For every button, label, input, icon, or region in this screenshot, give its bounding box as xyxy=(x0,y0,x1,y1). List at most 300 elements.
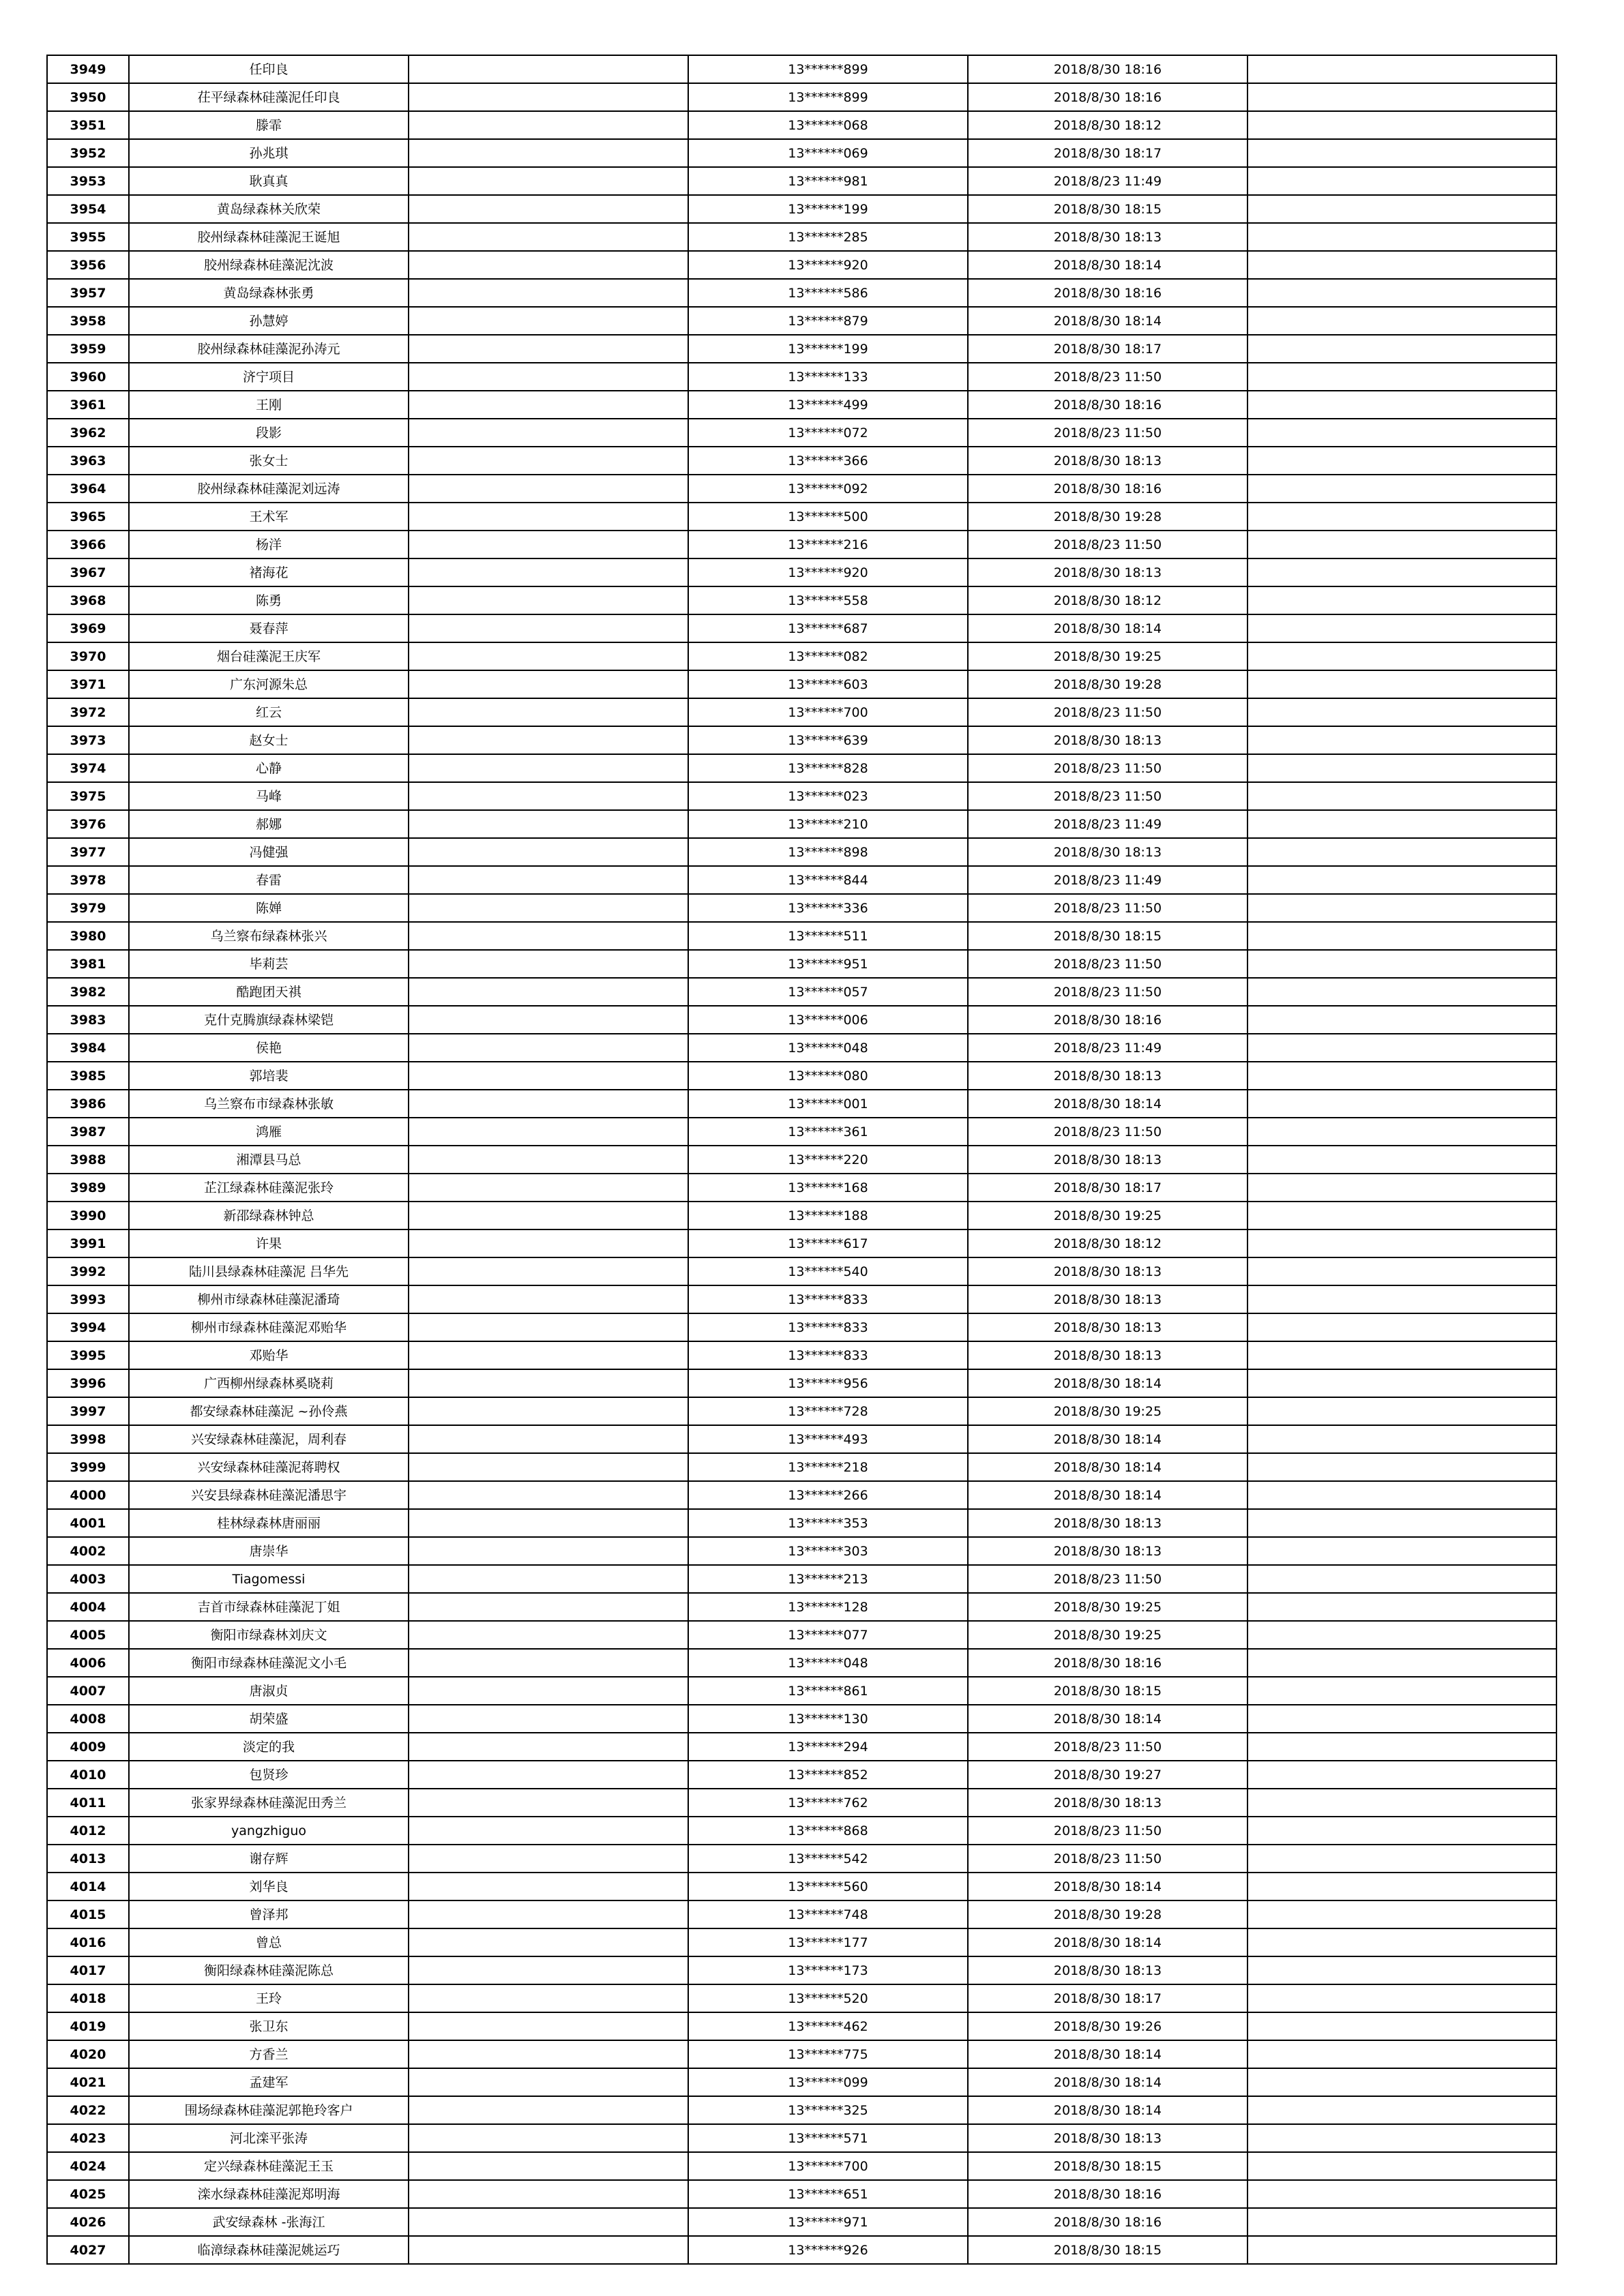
empty-cell xyxy=(409,726,688,754)
row-number-cell: 3973 xyxy=(47,726,129,754)
empty-cell xyxy=(1247,1118,1556,1146)
name-cell: 吉首市绿森林硅藻泥丁姐 xyxy=(129,1593,409,1621)
row-number-cell: 3956 xyxy=(47,251,129,279)
phone-cell: 13******057 xyxy=(688,978,968,1006)
phone-cell: 13******651 xyxy=(688,2180,968,2208)
phone-cell: 13******177 xyxy=(688,1928,968,1956)
empty-cell xyxy=(409,1285,688,1313)
empty-cell xyxy=(1247,391,1556,419)
table-row xyxy=(47,1257,1556,1285)
empty-cell xyxy=(409,2012,688,2040)
table-row xyxy=(47,782,1556,810)
empty-cell xyxy=(409,363,688,391)
row-number-cell: 4026 xyxy=(47,2208,129,2236)
table-row xyxy=(47,2208,1556,2236)
phone-cell: 13******173 xyxy=(688,1956,968,1984)
timestamp-cell: 2018/8/23 11:49 xyxy=(968,1034,1247,1062)
empty-cell xyxy=(409,1313,688,1341)
empty-cell xyxy=(409,866,688,894)
phone-cell: 13******540 xyxy=(688,1257,968,1285)
name-cell: 郭培裴 xyxy=(129,1062,409,1090)
phone-cell: 13******336 xyxy=(688,894,968,922)
timestamp-cell: 2018/8/30 18:15 xyxy=(968,1677,1247,1705)
row-number-cell: 3978 xyxy=(47,866,129,894)
phone-cell: 13******748 xyxy=(688,1900,968,1928)
empty-cell xyxy=(1247,922,1556,950)
row-number-cell: 3975 xyxy=(47,782,129,810)
name-cell: 衡阳市绿森林硅藻泥文小毛 xyxy=(129,1649,409,1677)
empty-cell xyxy=(409,167,688,195)
name-cell: 胶州绿森林硅藻泥孙涛元 xyxy=(129,335,409,363)
table-row xyxy=(47,1006,1556,1034)
row-number-cell: 3988 xyxy=(47,1146,129,1174)
row-number-cell: 3987 xyxy=(47,1118,129,1146)
phone-cell: 13******218 xyxy=(688,1453,968,1481)
name-cell: 赵女士 xyxy=(129,726,409,754)
empty-cell xyxy=(1247,1369,1556,1397)
name-cell: 衡阳市绿森林刘庆文 xyxy=(129,1621,409,1649)
empty-cell xyxy=(1247,642,1556,670)
timestamp-cell: 2018/8/30 18:14 xyxy=(968,2040,1247,2068)
empty-cell xyxy=(409,1761,688,1789)
empty-cell xyxy=(409,111,688,139)
row-number-cell: 4013 xyxy=(47,1845,129,1873)
empty-cell xyxy=(1247,838,1556,866)
empty-cell xyxy=(1247,139,1556,167)
empty-cell xyxy=(409,447,688,475)
phone-cell: 13******844 xyxy=(688,866,968,894)
timestamp-cell: 2018/8/30 18:17 xyxy=(968,139,1247,167)
empty-cell xyxy=(1247,1845,1556,1873)
empty-cell xyxy=(409,614,688,642)
timestamp-cell: 2018/8/23 11:50 xyxy=(968,782,1247,810)
row-number-cell: 3984 xyxy=(47,1034,129,1062)
timestamp-cell: 2018/8/30 19:25 xyxy=(968,1202,1247,1229)
phone-cell: 13******560 xyxy=(688,1873,968,1900)
empty-cell xyxy=(409,2124,688,2152)
name-cell: 春雷 xyxy=(129,866,409,894)
empty-cell xyxy=(1247,223,1556,251)
timestamp-cell: 2018/8/30 18:16 xyxy=(968,2208,1247,2236)
name-cell: 新邵绿森林钟总 xyxy=(129,1202,409,1229)
name-cell: 胶州绿森林硅藻泥王诞旭 xyxy=(129,223,409,251)
row-number-cell: 4009 xyxy=(47,1733,129,1761)
empty-cell xyxy=(409,2096,688,2124)
empty-cell xyxy=(1247,586,1556,614)
row-number-cell: 4022 xyxy=(47,2096,129,2124)
empty-cell xyxy=(409,810,688,838)
name-cell: 褚海花 xyxy=(129,558,409,586)
timestamp-cell: 2018/8/30 19:25 xyxy=(968,1593,1247,1621)
empty-cell xyxy=(1247,1202,1556,1229)
name-cell: 陈婵 xyxy=(129,894,409,922)
name-cell: 王术军 xyxy=(129,503,409,531)
empty-cell xyxy=(1247,1313,1556,1341)
row-number-cell: 4020 xyxy=(47,2040,129,2068)
row-number-cell: 3998 xyxy=(47,1425,129,1453)
row-number-cell: 3952 xyxy=(47,139,129,167)
row-number-cell: 3970 xyxy=(47,642,129,670)
phone-cell: 13******303 xyxy=(688,1537,968,1565)
table-row xyxy=(47,1928,1556,1956)
timestamp-cell: 2018/8/30 18:16 xyxy=(968,391,1247,419)
empty-cell xyxy=(1247,1621,1556,1649)
data-table xyxy=(46,55,1557,2265)
table-row xyxy=(47,1705,1556,1733)
timestamp-cell: 2018/8/30 18:13 xyxy=(968,223,1247,251)
empty-cell xyxy=(409,1593,688,1621)
empty-cell xyxy=(409,1118,688,1146)
row-number-cell: 3990 xyxy=(47,1202,129,1229)
empty-cell xyxy=(1247,2180,1556,2208)
table-row xyxy=(47,1202,1556,1229)
phone-cell: 13******728 xyxy=(688,1397,968,1425)
row-number-cell: 4000 xyxy=(47,1481,129,1509)
table-row xyxy=(47,1481,1556,1509)
empty-cell xyxy=(409,531,688,558)
empty-cell xyxy=(1247,1817,1556,1845)
phone-cell: 13******603 xyxy=(688,670,968,698)
name-cell: 陈勇 xyxy=(129,586,409,614)
timestamp-cell: 2018/8/23 11:50 xyxy=(968,950,1247,978)
name-cell: Tiagomessi xyxy=(129,1565,409,1593)
timestamp-cell: 2018/8/30 18:13 xyxy=(968,1537,1247,1565)
phone-cell: 13******520 xyxy=(688,1984,968,2012)
empty-cell xyxy=(409,1677,688,1705)
row-number-cell: 3994 xyxy=(47,1313,129,1341)
empty-cell xyxy=(409,195,688,223)
empty-cell xyxy=(409,950,688,978)
timestamp-cell: 2018/8/30 18:13 xyxy=(968,838,1247,866)
table-row xyxy=(47,1425,1556,1453)
empty-cell xyxy=(409,838,688,866)
name-cell: 张卫东 xyxy=(129,2012,409,2040)
phone-cell: 13******493 xyxy=(688,1425,968,1453)
name-cell: 张家界绿森林硅藻泥田秀兰 xyxy=(129,1789,409,1817)
row-number-cell: 3960 xyxy=(47,363,129,391)
timestamp-cell: 2018/8/23 11:50 xyxy=(968,531,1247,558)
name-cell: 定兴绿森林硅藻泥王玉 xyxy=(129,2152,409,2180)
timestamp-cell: 2018/8/30 19:26 xyxy=(968,2012,1247,2040)
empty-cell xyxy=(409,978,688,1006)
empty-cell xyxy=(409,1453,688,1481)
row-number-cell: 3981 xyxy=(47,950,129,978)
name-cell: 衡阳绿森林硅藻泥陈总 xyxy=(129,1956,409,1984)
empty-cell xyxy=(409,1174,688,1202)
phone-cell: 13******353 xyxy=(688,1509,968,1537)
timestamp-cell: 2018/8/30 18:14 xyxy=(968,1453,1247,1481)
empty-cell xyxy=(1247,531,1556,558)
empty-cell xyxy=(1247,1453,1556,1481)
table-row xyxy=(47,2096,1556,2124)
phone-cell: 13******023 xyxy=(688,782,968,810)
name-cell: 曾泽邦 xyxy=(129,1900,409,1928)
table-row xyxy=(47,1062,1556,1090)
spreadsheet-page xyxy=(46,55,1556,2265)
name-cell: 都安绿森林硅藻泥 ~孙伶燕 xyxy=(129,1397,409,1425)
name-cell: 段影 xyxy=(129,419,409,447)
row-number-cell: 3951 xyxy=(47,111,129,139)
row-number-cell: 4018 xyxy=(47,1984,129,2012)
empty-cell xyxy=(1247,2096,1556,2124)
table-row xyxy=(47,475,1556,503)
timestamp-cell: 2018/8/30 18:14 xyxy=(968,1873,1247,1900)
table-row xyxy=(47,1565,1556,1593)
empty-cell xyxy=(1247,279,1556,307)
phone-cell: 13******266 xyxy=(688,1481,968,1509)
empty-cell xyxy=(1247,1034,1556,1062)
table-row xyxy=(47,2236,1556,2264)
table-row xyxy=(47,391,1556,419)
table-row xyxy=(47,363,1556,391)
timestamp-cell: 2018/8/23 11:50 xyxy=(968,978,1247,1006)
row-number-cell: 3959 xyxy=(47,335,129,363)
phone-cell: 13******188 xyxy=(688,1202,968,1229)
name-cell: 红云 xyxy=(129,698,409,726)
row-number-cell: 4014 xyxy=(47,1873,129,1900)
phone-cell: 13******833 xyxy=(688,1285,968,1313)
empty-cell xyxy=(1247,55,1556,83)
timestamp-cell: 2018/8/30 18:14 xyxy=(968,1705,1247,1733)
timestamp-cell: 2018/8/30 18:15 xyxy=(968,922,1247,950)
empty-cell xyxy=(1247,2040,1556,2068)
empty-cell xyxy=(409,1481,688,1509)
row-number-cell: 3999 xyxy=(47,1453,129,1481)
row-number-cell: 3989 xyxy=(47,1174,129,1202)
empty-cell xyxy=(1247,1984,1556,2012)
empty-cell xyxy=(1247,1006,1556,1034)
name-cell: 唐淑贞 xyxy=(129,1677,409,1705)
row-number-cell: 3993 xyxy=(47,1285,129,1313)
empty-cell xyxy=(1247,1593,1556,1621)
row-number-cell: 3966 xyxy=(47,531,129,558)
empty-cell xyxy=(1247,950,1556,978)
row-number-cell: 3950 xyxy=(47,83,129,111)
name-cell: 孙慧婷 xyxy=(129,307,409,335)
timestamp-cell: 2018/8/30 18:13 xyxy=(968,1956,1247,1984)
name-cell: 克什克腾旗绿森林梁铠 xyxy=(129,1006,409,1034)
empty-cell xyxy=(1247,1900,1556,1928)
row-number-cell: 3985 xyxy=(47,1062,129,1090)
table-row xyxy=(47,1369,1556,1397)
row-number-cell: 4005 xyxy=(47,1621,129,1649)
phone-cell: 13******511 xyxy=(688,922,968,950)
name-cell: 唐崇华 xyxy=(129,1537,409,1565)
timestamp-cell: 2018/8/23 11:50 xyxy=(968,1118,1247,1146)
name-cell: 兴安县绿森林硅藻泥潘思宇 xyxy=(129,1481,409,1509)
phone-cell: 13******325 xyxy=(688,2096,968,2124)
table-row xyxy=(47,558,1556,586)
row-number-cell: 3955 xyxy=(47,223,129,251)
timestamp-cell: 2018/8/30 18:13 xyxy=(968,1341,1247,1369)
empty-cell xyxy=(1247,1509,1556,1537)
table-row xyxy=(47,1900,1556,1928)
name-cell: 滕霏 xyxy=(129,111,409,139)
name-cell: 王玲 xyxy=(129,1984,409,2012)
row-number-cell: 3977 xyxy=(47,838,129,866)
row-number-cell: 3982 xyxy=(47,978,129,1006)
table-row xyxy=(47,279,1556,307)
timestamp-cell: 2018/8/30 18:15 xyxy=(968,195,1247,223)
empty-cell xyxy=(1247,1174,1556,1202)
timestamp-cell: 2018/8/30 18:14 xyxy=(968,614,1247,642)
empty-cell xyxy=(409,475,688,503)
empty-cell xyxy=(1247,1425,1556,1453)
table-row xyxy=(47,698,1556,726)
empty-cell xyxy=(1247,363,1556,391)
phone-cell: 13******006 xyxy=(688,1006,968,1034)
phone-cell: 13******700 xyxy=(688,2152,968,2180)
table-row xyxy=(47,167,1556,195)
empty-cell xyxy=(1247,1341,1556,1369)
timestamp-cell: 2018/8/30 18:14 xyxy=(968,307,1247,335)
row-number-cell: 3962 xyxy=(47,419,129,447)
name-cell: 临漳绿森林硅藻泥姚运巧 xyxy=(129,2236,409,2264)
table-row xyxy=(47,1034,1556,1062)
phone-cell: 13******092 xyxy=(688,475,968,503)
timestamp-cell: 2018/8/30 18:14 xyxy=(968,2096,1247,2124)
row-number-cell: 4024 xyxy=(47,2152,129,2180)
timestamp-cell: 2018/8/30 18:14 xyxy=(968,2068,1247,2096)
phone-cell: 13******285 xyxy=(688,223,968,251)
phone-cell: 13******861 xyxy=(688,1677,968,1705)
row-number-cell: 4011 xyxy=(47,1789,129,1817)
row-number-cell: 3972 xyxy=(47,698,129,726)
table-row xyxy=(47,503,1556,531)
timestamp-cell: 2018/8/30 18:12 xyxy=(968,586,1247,614)
table-row xyxy=(47,1509,1556,1537)
table-row xyxy=(47,55,1556,83)
empty-cell xyxy=(1247,2208,1556,2236)
name-cell: 胶州绿森林硅藻泥刘远涛 xyxy=(129,475,409,503)
table-row xyxy=(47,978,1556,1006)
row-number-cell: 4004 xyxy=(47,1593,129,1621)
phone-cell: 13******216 xyxy=(688,531,968,558)
empty-cell xyxy=(409,83,688,111)
empty-cell xyxy=(409,1425,688,1453)
phone-cell: 13******586 xyxy=(688,279,968,307)
empty-cell xyxy=(409,1984,688,2012)
name-cell: 胶州绿森林硅藻泥沈波 xyxy=(129,251,409,279)
name-cell: 茌平绿森林硅藻泥任印良 xyxy=(129,83,409,111)
name-cell: 兴安绿森林硅藻泥蒋聘权 xyxy=(129,1453,409,1481)
empty-cell xyxy=(1247,1481,1556,1509)
phone-cell: 13******920 xyxy=(688,251,968,279)
name-cell: 王刚 xyxy=(129,391,409,419)
phone-cell: 13******500 xyxy=(688,503,968,531)
empty-cell xyxy=(409,1034,688,1062)
row-number-cell: 3961 xyxy=(47,391,129,419)
table-row xyxy=(47,838,1556,866)
row-number-cell: 3953 xyxy=(47,167,129,195)
phone-cell: 13******879 xyxy=(688,307,968,335)
table-row xyxy=(47,223,1556,251)
table-row xyxy=(47,2152,1556,2180)
row-number-cell: 4003 xyxy=(47,1565,129,1593)
row-number-cell: 3976 xyxy=(47,810,129,838)
row-number-cell: 3980 xyxy=(47,922,129,950)
name-cell: 淡定的我 xyxy=(129,1733,409,1761)
empty-cell xyxy=(409,1202,688,1229)
name-cell: yangzhiguo xyxy=(129,1817,409,1845)
table-row xyxy=(47,2040,1556,2068)
timestamp-cell: 2018/8/30 19:25 xyxy=(968,1621,1247,1649)
table-row xyxy=(47,195,1556,223)
phone-cell: 13******687 xyxy=(688,614,968,642)
phone-cell: 13******617 xyxy=(688,1229,968,1257)
empty-cell xyxy=(1247,782,1556,810)
empty-cell xyxy=(1247,1537,1556,1565)
phone-cell: 13******951 xyxy=(688,950,968,978)
name-cell: 湘潭县马总 xyxy=(129,1146,409,1174)
empty-cell xyxy=(1247,83,1556,111)
empty-cell xyxy=(1247,558,1556,586)
timestamp-cell: 2018/8/30 18:17 xyxy=(968,335,1247,363)
row-number-cell: 4015 xyxy=(47,1900,129,1928)
empty-cell xyxy=(409,2068,688,2096)
timestamp-cell: 2018/8/30 18:13 xyxy=(968,1257,1247,1285)
empty-cell xyxy=(409,1257,688,1285)
empty-cell xyxy=(1247,1397,1556,1425)
empty-cell xyxy=(409,2040,688,2068)
row-number-cell: 3996 xyxy=(47,1369,129,1397)
name-cell: 酷跑团天祺 xyxy=(129,978,409,1006)
empty-cell xyxy=(409,335,688,363)
timestamp-cell: 2018/8/23 11:50 xyxy=(968,1733,1247,1761)
row-number-cell: 4025 xyxy=(47,2180,129,2208)
name-cell: 广西柳州绿森林奚晓莉 xyxy=(129,1369,409,1397)
name-cell: 许果 xyxy=(129,1229,409,1257)
empty-cell xyxy=(1247,503,1556,531)
table-row xyxy=(47,894,1556,922)
timestamp-cell: 2018/8/30 18:14 xyxy=(968,1369,1247,1397)
timestamp-cell: 2018/8/30 18:12 xyxy=(968,1229,1247,1257)
timestamp-cell: 2018/8/30 18:15 xyxy=(968,2152,1247,2180)
name-cell: 柳州市绿森林硅藻泥潘琦 xyxy=(129,1285,409,1313)
phone-cell: 13******956 xyxy=(688,1369,968,1397)
empty-cell xyxy=(409,1146,688,1174)
name-cell: 孟建军 xyxy=(129,2068,409,2096)
name-cell: 曾总 xyxy=(129,1928,409,1956)
timestamp-cell: 2018/8/30 18:16 xyxy=(968,475,1247,503)
empty-cell xyxy=(409,922,688,950)
table-row xyxy=(47,2012,1556,2040)
name-cell: 芷江绿森林硅藻泥张玲 xyxy=(129,1174,409,1202)
empty-cell xyxy=(409,1397,688,1425)
phone-cell: 13******971 xyxy=(688,2208,968,2236)
timestamp-cell: 2018/8/30 19:28 xyxy=(968,670,1247,698)
table-row xyxy=(47,1146,1556,1174)
empty-cell xyxy=(409,1369,688,1397)
row-number-cell: 3967 xyxy=(47,558,129,586)
empty-cell xyxy=(409,754,688,782)
timestamp-cell: 2018/8/30 18:14 xyxy=(968,1090,1247,1118)
timestamp-cell: 2018/8/23 11:50 xyxy=(968,754,1247,782)
empty-cell xyxy=(1247,2124,1556,2152)
timestamp-cell: 2018/8/30 18:16 xyxy=(968,2180,1247,2208)
empty-cell xyxy=(409,279,688,307)
name-cell: 聂春萍 xyxy=(129,614,409,642)
empty-cell xyxy=(409,1537,688,1565)
row-number-cell: 3949 xyxy=(47,55,129,83)
table-row xyxy=(47,1621,1556,1649)
timestamp-cell: 2018/8/30 18:13 xyxy=(968,2124,1247,2152)
empty-cell xyxy=(1247,698,1556,726)
empty-cell xyxy=(409,1733,688,1761)
row-number-cell: 3963 xyxy=(47,447,129,475)
name-cell: 桂林绿森林唐丽丽 xyxy=(129,1509,409,1537)
phone-cell: 13******920 xyxy=(688,558,968,586)
